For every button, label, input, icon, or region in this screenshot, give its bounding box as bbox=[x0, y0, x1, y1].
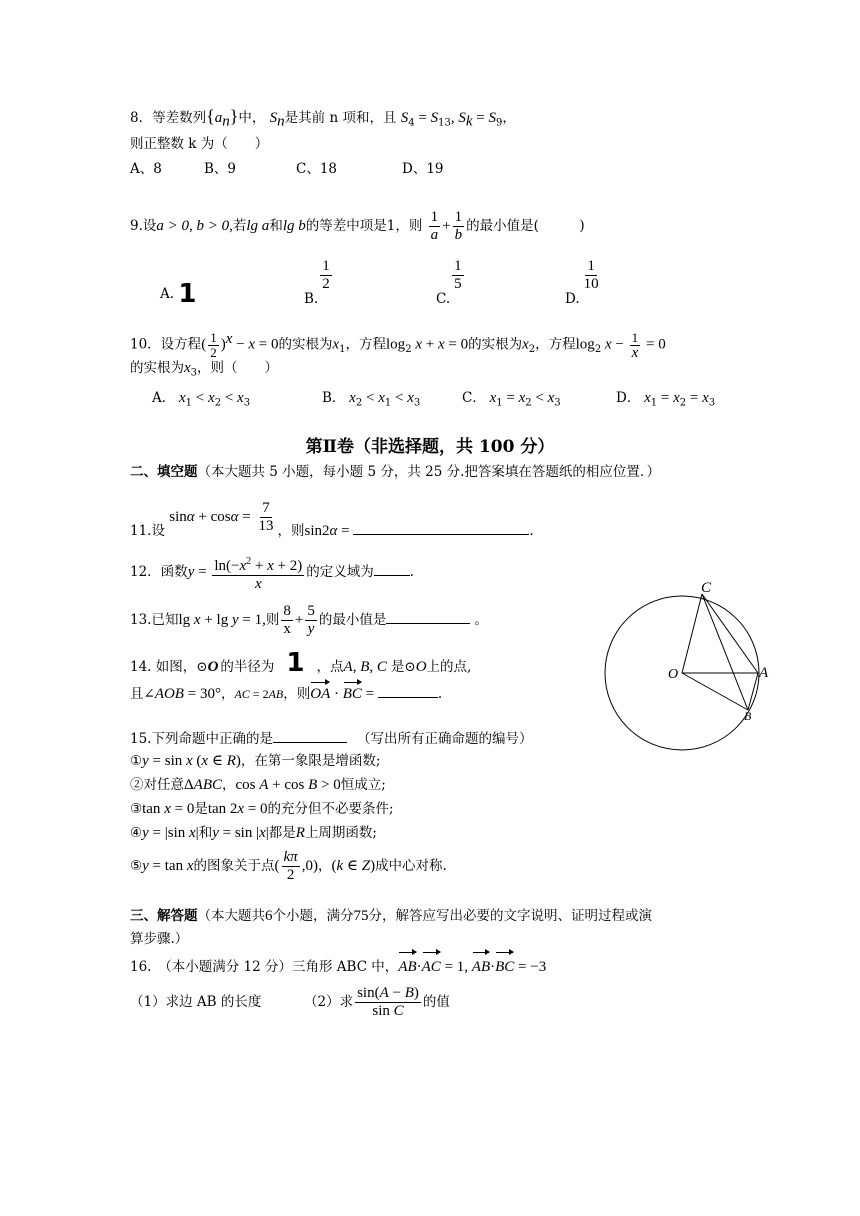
q14-line1: 14. 如图，⊙O 的半径为 1 ，点A, B, C 是⊙O上的点, bbox=[130, 648, 472, 678]
q15-item-4: ④y = |sin x|和y = sin |x|都是R上周期函数; bbox=[130, 825, 377, 841]
segment-ca bbox=[702, 594, 758, 673]
q11-answer-blank[interactable] bbox=[353, 520, 529, 535]
q10-option-b: B． $x_2 < x_1 < x_3$ bbox=[322, 390, 421, 409]
q15-item-3: ③tan x = 0是tan 2x = 0的充分但不必要条件; bbox=[130, 801, 394, 817]
part2-title: 第Ⅱ卷（非选择题，共 100 分） bbox=[305, 437, 555, 457]
q14-answer-blank[interactable] bbox=[378, 683, 438, 698]
segment-oc bbox=[682, 594, 702, 673]
q12: 12．函数y = $\frac{\ln(-x^2 + x + 2)}{x}$ 的定义域为 . bbox=[130, 552, 414, 593]
q9-option-d: D. $\frac{1}{10}$ bbox=[565, 258, 599, 307]
q10-options bbox=[152, 388, 715, 414]
label-b: B bbox=[744, 709, 752, 723]
label-o: O bbox=[668, 667, 679, 682]
q8-options bbox=[130, 159, 444, 179]
fill-section-header: 二、填空题（本大题共 5 小题，每小题 5 分，共 25 分.把答案填在答题纸的相应位置．） bbox=[130, 464, 661, 480]
q10-line1: 10．设方程( $\frac{1}{2}$ )$^x$ − x = 0的实根为$x_1$，方程$\log_2 x + x = 0$的实根为$x_2$，方程$\log_2 x$ − $\frac{1}{x}$ = 0 bbox=[130, 329, 666, 361]
q9-option-b: B. $\frac{1}{2}$ bbox=[304, 258, 330, 307]
circle-figure bbox=[598, 576, 778, 756]
q8-option-a: A、8 bbox=[130, 161, 162, 177]
q10-option-a: A． $x_1 < x_2 < x_3$ bbox=[152, 390, 251, 409]
q15-item-1: ①y = sin x (x ∈ R)，在第一象限是增函数; bbox=[130, 753, 381, 769]
q14-line2: 且∠AOB = 30°，AC = 2AB，则OA · BC = . bbox=[130, 683, 442, 704]
segment-ob bbox=[682, 673, 748, 710]
q16-stem: 16. （本小题满分 12 分）三角形 ABC 中，AB·AC = 1, AB·BC = −3 bbox=[130, 954, 546, 980]
q10-option-d: D． $x_1 = x_2 = x_3$ bbox=[616, 390, 716, 409]
q10-line2: 的实根为$x_3$，则（ ） bbox=[130, 360, 279, 379]
q9-stem: 9.设a > 0, b > 0,若lg a和lg b的等差中项是1，则 $\frac{1}{a}$ + $\frac{1}{b}$ 的最小值是( ) bbox=[130, 209, 585, 243]
q10-option-c: C． $x_1 = x_2 < x_3$ bbox=[462, 390, 561, 409]
answer-section-header-cont: 算步骤.） bbox=[130, 931, 189, 947]
q15-answer-blank[interactable] bbox=[273, 728, 347, 743]
q8-option-b: B、9 bbox=[204, 161, 237, 177]
q15-item-5: ⑤y = tan x的图象关于点( $\frac{k\pi}{2}$ ,0)，(k ∈ Z)成中心对称. bbox=[130, 849, 447, 883]
q9-options bbox=[160, 258, 720, 308]
q8-line1: 8．等差数列$\{a_n\}$中， $S_n$是其前 n 项和，且 $S_4 = S_{13}$, $S_k = S_9$， bbox=[130, 106, 516, 130]
q8-line2: 则正整数 k 为（ ） bbox=[130, 136, 269, 152]
q8-option-d: D、19 bbox=[402, 161, 444, 177]
q12-answer-blank[interactable] bbox=[374, 561, 410, 576]
q13: 13.已知lg x + lg y = 1,则 $\frac{8}{x}$ + $\frac{5}{y}$ 的最小值是 。 bbox=[130, 603, 488, 637]
q15-stem: 15.下列命题中正确的是 （写出所有正确命题的编号） bbox=[130, 728, 532, 749]
answer-section-header: 三、解答题（本大题共6个小题，满分75分，解答应写出必要的文字说明、证明过程或演 bbox=[130, 908, 652, 924]
label-a: A bbox=[759, 665, 769, 681]
q15-item-2: ②对任意ΔABC，cos A + cos B > 0恒成立; bbox=[130, 777, 386, 793]
q16-subquestions: （1）求边 AB 的长度 （2）求 $\frac{\sin(A - B)}{\text{sin C}}$ 的值 bbox=[130, 985, 450, 1019]
q9-option-c: C. $\frac{1}{5}$ bbox=[436, 258, 462, 307]
q9-option-a: A. 1 bbox=[160, 279, 197, 309]
label-c: C bbox=[701, 580, 712, 596]
q11: 11.设 sinα + cosα = $\frac{7}{13}$ ，则sin2α = . bbox=[130, 500, 534, 539]
q8-option-c: C、18 bbox=[296, 161, 338, 177]
q13-answer-blank[interactable] bbox=[386, 609, 470, 624]
segment-cb bbox=[702, 594, 748, 710]
